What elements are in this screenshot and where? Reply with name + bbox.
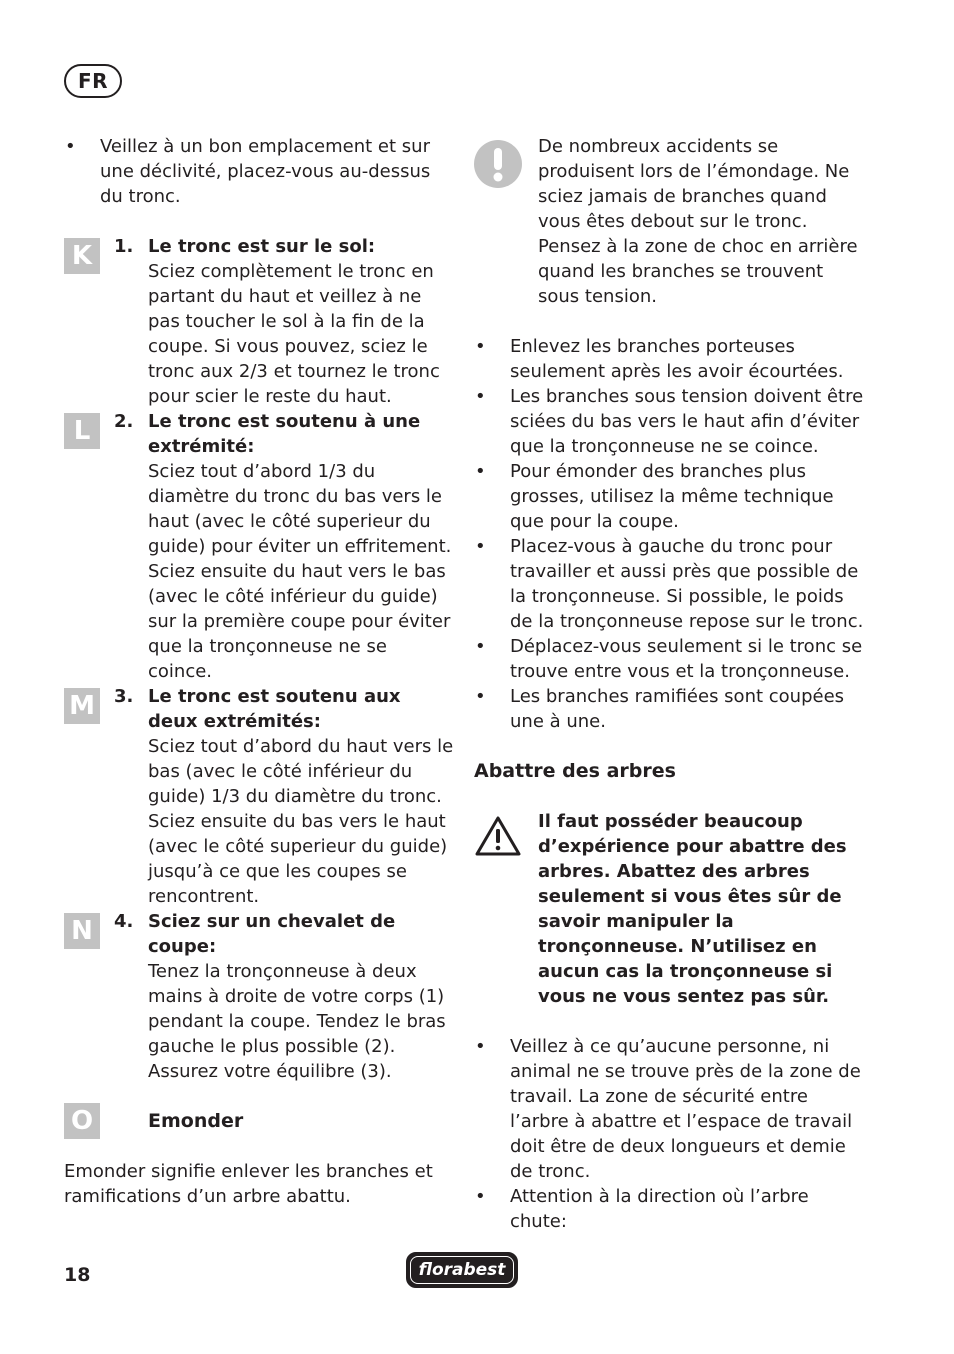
warning-text: Il faut posséder beaucoup d’expérience pour abattre des arbres. Abattez des arbres seulement si vous êtes sûr de savoir manipuler la tronçonneuse. N’utilisez en aucun cas la tronçonneuse si vous ne vous sentez pas sûr. bbox=[538, 811, 847, 1007]
exclamation-circle-icon bbox=[474, 140, 522, 195]
section-title: Emonder bbox=[148, 1110, 244, 1132]
step-letter-badge: L bbox=[64, 413, 100, 449]
section-title: Abattre des arbres bbox=[474, 760, 676, 782]
left-column bbox=[64, 134, 454, 1209]
list-item bbox=[474, 634, 864, 684]
bullet-dot: • bbox=[475, 386, 486, 407]
step-number: 2. bbox=[114, 411, 134, 432]
step-text: Sciez complètement le tronc en partant du haut et veillez à ne pas toucher le sol à la fin de la coupe. Si vous pouvez, sciez le tronc aux 2/3 et tournez le tronc pour scier le reste du haut. bbox=[148, 261, 440, 407]
step-letter-badge: M bbox=[64, 688, 100, 724]
note-block bbox=[474, 134, 864, 309]
step-number: 1. bbox=[114, 236, 134, 257]
step-title: Sciez sur un chevalet de coupe: bbox=[148, 911, 396, 957]
step-number: 3. bbox=[114, 686, 134, 707]
step-text: Sciez tout d’abord du haut vers le bas (avec le côté inférieur du guide) 1/3 du diamètre du tronc. Sciez ensuite du bas vers le haut (avec le côté superieur du guide) jusqu’à ce que les coupes se rencontrent. bbox=[148, 736, 454, 907]
warning-block bbox=[474, 809, 864, 1009]
list-item bbox=[64, 134, 454, 209]
list-item-text: Enlevez les branches porteuses seulement après les avoir écourtées. bbox=[510, 336, 844, 382]
note-text: De nombreux accidents se produisent lors de l’émondage. Ne sciez jamais de branches quand vous êtes debout sur le tronc. Pensez à la zone de choc en arrière quand les branches se trouvent sous tension. bbox=[538, 136, 858, 307]
bullet-list bbox=[474, 1034, 864, 1234]
list-item-text: Les branches sous tension doivent être sciées du bas vers le haut afin d’éviter que la tronçonneuse ne se coince. bbox=[510, 386, 864, 457]
list-item-text: Pour émonder des branches plus grosses, utilisez la même technique que pour la coupe. bbox=[510, 461, 834, 532]
list-item-text: Veillez à ce qu’aucune personne, ni animal ne se trouve près de la zone de travail. La zone de sécurité entre l’arbre à abattre et l’espace de travail doit être de deux longueurs et demie de tronc. bbox=[510, 1036, 861, 1182]
step-m bbox=[64, 684, 454, 909]
language-code: FR bbox=[77, 69, 109, 93]
step-letter-badge: N bbox=[64, 913, 100, 949]
warning-triangle-icon bbox=[474, 815, 522, 864]
step-letter-badge: K bbox=[64, 238, 100, 274]
bullet-dot: • bbox=[475, 1186, 486, 1207]
step-title: Le tronc est sur le sol: bbox=[148, 236, 376, 257]
step-k bbox=[64, 234, 454, 409]
bullet-dot: • bbox=[475, 336, 486, 357]
step-n bbox=[64, 909, 454, 1084]
bullet-dot: • bbox=[475, 686, 486, 707]
section-letter-badge: O bbox=[64, 1103, 100, 1139]
bullet-dot: • bbox=[475, 461, 486, 482]
emonder-text: Emonder signifie enlever les branches et ramifications d’un arbre abattu. bbox=[64, 1161, 433, 1207]
right-column bbox=[474, 134, 864, 1234]
language-badge bbox=[64, 64, 122, 98]
florabest-logo bbox=[406, 1252, 518, 1288]
page-number: 18 bbox=[64, 1264, 91, 1286]
list-item-text: Placez-vous à gauche du tronc pour travailler et aussi près que possible de la tronçonneuse. Si possible, le poids de la tronçonneuse repose sur le tronc. bbox=[510, 536, 864, 632]
list-item-text: Attention à la direction où l’arbre chute: bbox=[510, 1186, 809, 1232]
list-item bbox=[474, 1034, 864, 1184]
list-item bbox=[474, 534, 864, 634]
bullet-dot: • bbox=[65, 136, 76, 157]
emonder-heading bbox=[64, 1105, 454, 1145]
list-item-text: Les branches ramifiées sont coupées une à une. bbox=[510, 686, 845, 732]
step-title: Le tronc est soutenu aux deux extrémités: bbox=[148, 686, 401, 732]
bullet-list bbox=[474, 334, 864, 734]
list-item bbox=[474, 1184, 864, 1234]
bullet-dot: • bbox=[475, 636, 486, 657]
list-item bbox=[474, 334, 864, 384]
logo-text: florabest bbox=[410, 1256, 514, 1284]
step-text: Tenez la tronçonneuse à deux mains à droite de votre corps (1) pendant la coupe. Tendez le bras gauche le plus possible (2). Assurez votre équilibre (3). bbox=[148, 961, 446, 1082]
bullet-dot: • bbox=[475, 536, 486, 557]
step-text: Sciez tout d’abord 1/3 du diamètre du tronc du bas vers le haut (avec le côté superieur du guide) pour éviter un effritement. Sciez ensuite du haut vers le bas (avec le côté inférieur du guide) sur la première coupe pour éviter que la tronçonneuse ne se coince. bbox=[148, 461, 452, 682]
step-l bbox=[64, 409, 454, 684]
list-item-text: Déplacez-vous seulement si le tronc se trouve entre vous et la tronçonneuse. bbox=[510, 636, 863, 682]
bullet-dot: • bbox=[475, 1036, 486, 1057]
list-item bbox=[474, 384, 864, 459]
list-item bbox=[474, 684, 864, 734]
step-number: 4. bbox=[114, 911, 134, 932]
step-title: Le tronc est soutenu à une extrémité: bbox=[148, 411, 421, 457]
intro-bullet-text: Veillez à un bon emplacement et sur une déclivité, placez-vous au-dessus du tronc. bbox=[100, 136, 431, 207]
list-item bbox=[474, 459, 864, 534]
